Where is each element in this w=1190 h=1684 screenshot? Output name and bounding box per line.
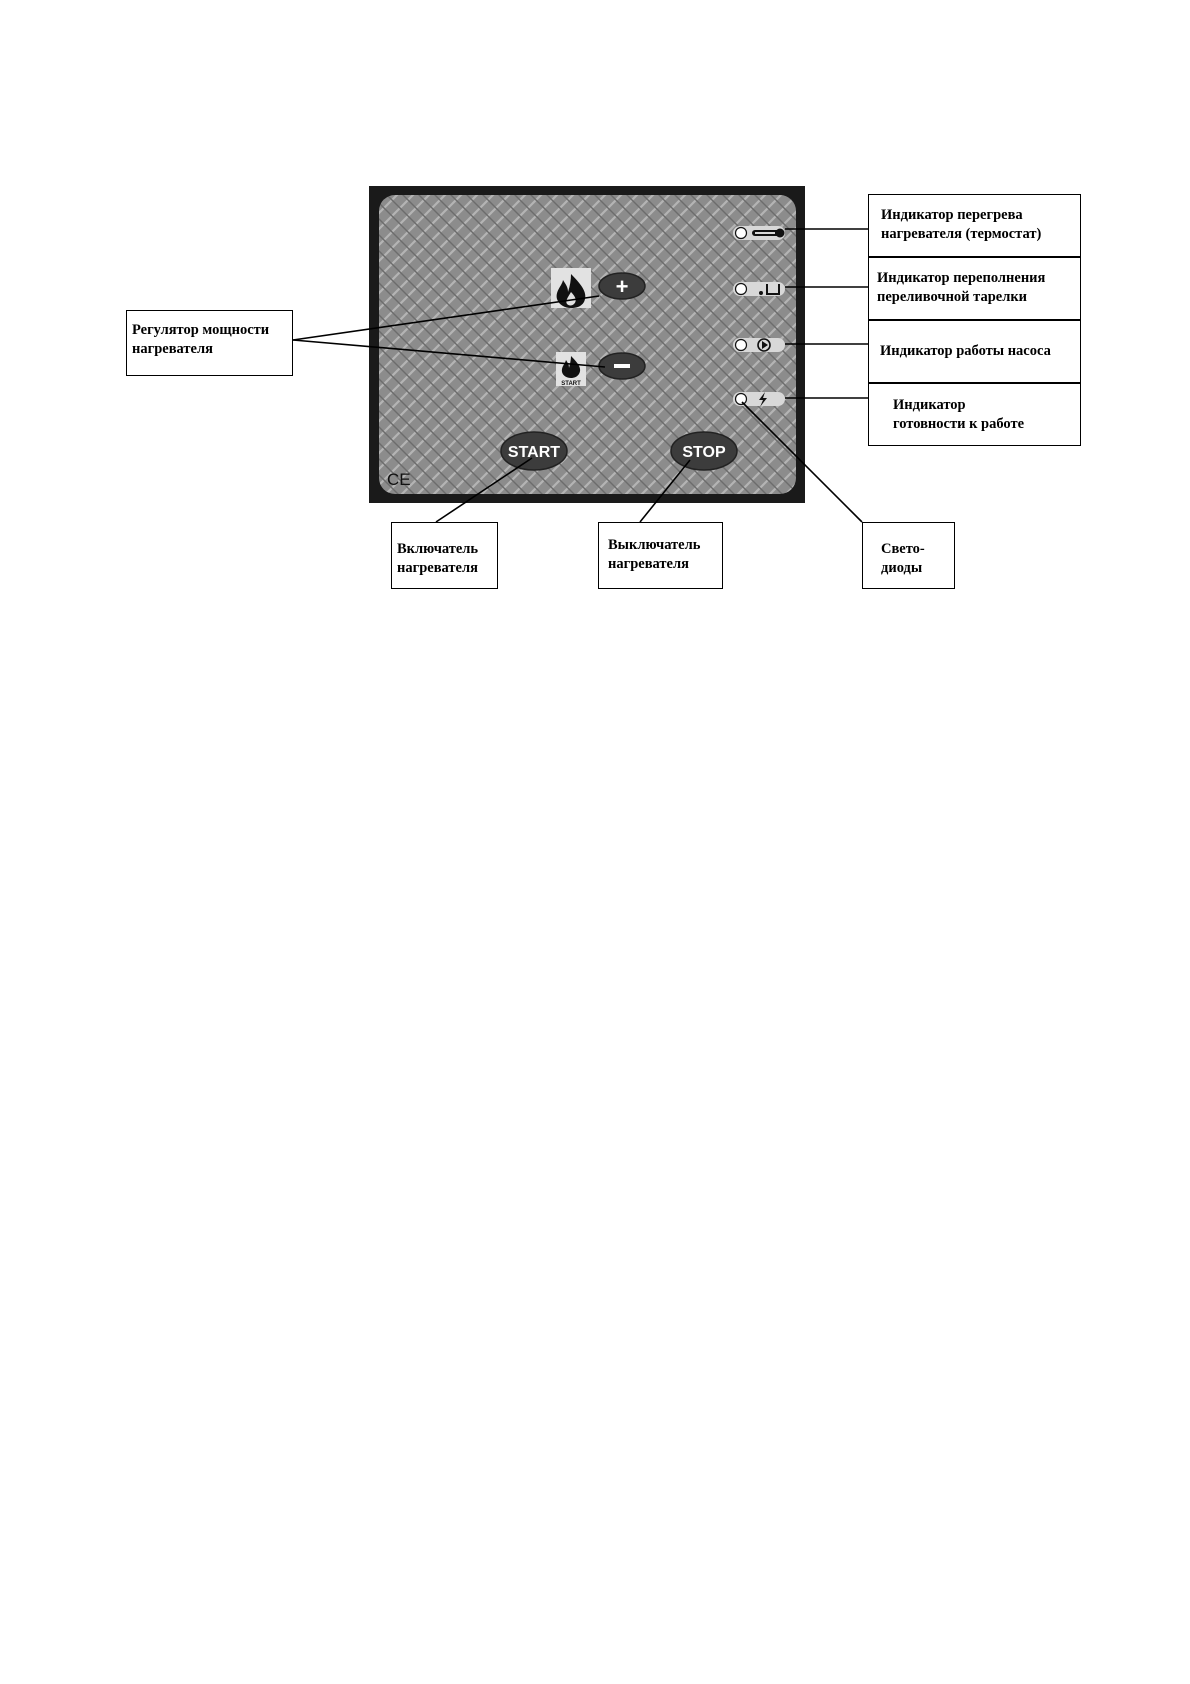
callout-power-regulator: Регулятор мощности нагревателя [126, 310, 293, 376]
start-button[interactable] [501, 432, 567, 470]
plus-button-symbol: + [615, 274, 629, 299]
callout-start-switch: Включатель нагревателя [391, 522, 498, 589]
stop-button-label: STOP [682, 444, 726, 461]
stop-button[interactable] [671, 432, 737, 470]
ce-mark: CE [387, 470, 411, 489]
callout-leds: Свето- диоды [862, 522, 955, 589]
start-button-label: START [507, 444, 561, 461]
led-overflow [736, 284, 747, 295]
callout-pump-indicator: Индикатор работы насоса [868, 320, 1081, 383]
flame-small-caption: START [561, 381, 581, 387]
indicator-overheat [733, 226, 785, 240]
minus-button[interactable] [599, 353, 645, 379]
led-pump [736, 340, 747, 351]
callout-stop-switch: Выключатель нагревателя [598, 522, 723, 589]
plus-button[interactable] [599, 273, 645, 299]
led-ready [736, 394, 747, 405]
flame-small-icon [556, 352, 586, 387]
callout-overheat-indicator: Индикатор перегрева нагревателя (термостат) [868, 194, 1081, 257]
indicator-ready [733, 392, 785, 407]
led-overheat [736, 228, 747, 239]
indicator-pump [733, 338, 785, 352]
callout-ready-indicator: Индикатор готовности к работе [868, 383, 1081, 446]
indicator-overflow [733, 282, 785, 296]
callout-overflow-indicator: Индикатор переполнения переливочной тарелки [868, 257, 1081, 320]
